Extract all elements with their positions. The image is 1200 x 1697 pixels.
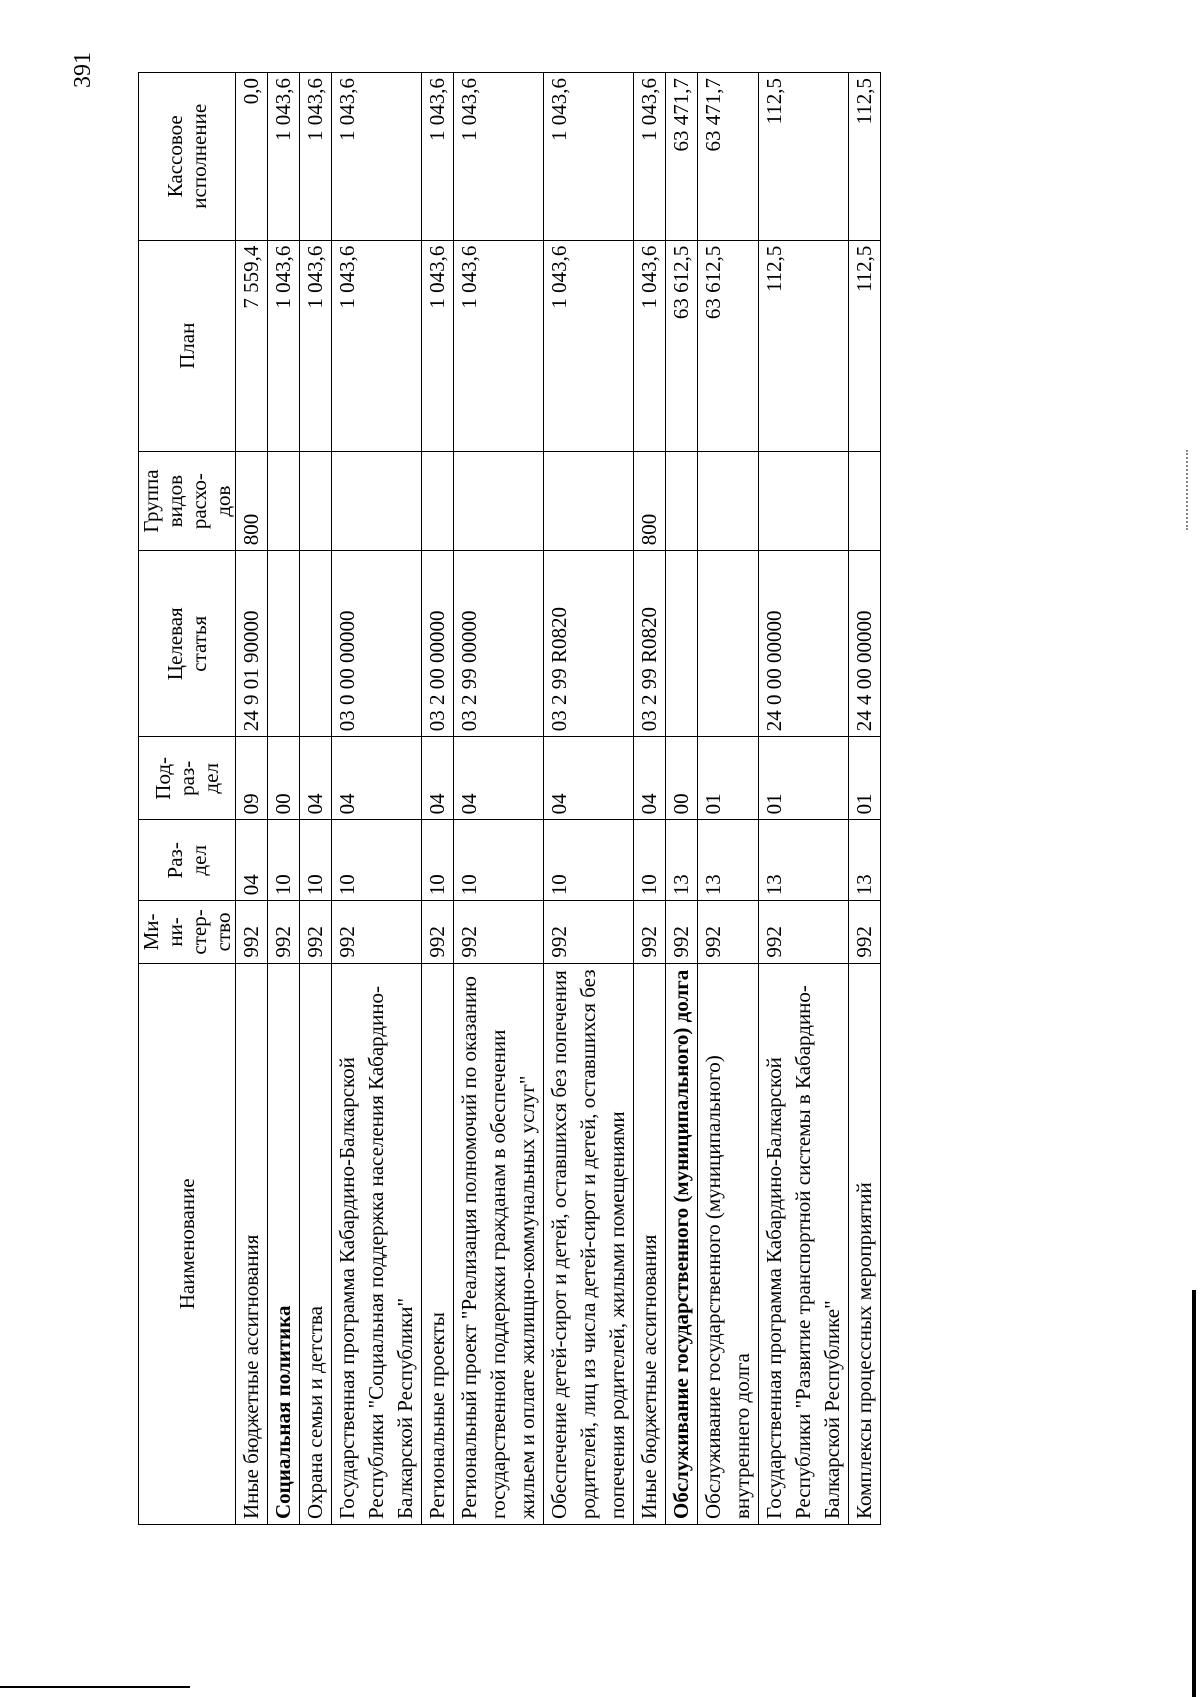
cell-subsection: 04 <box>544 737 634 820</box>
cell-group <box>300 451 332 550</box>
cell-subsection: 04 <box>332 737 422 820</box>
cell-plan: 1 043,6 <box>544 240 634 451</box>
table-row <box>849 73 881 1525</box>
cell-execution: 63 471,7 <box>698 73 759 241</box>
table-row <box>634 73 666 1525</box>
scan-edge-dots <box>1186 450 1190 530</box>
cell-group <box>332 451 422 550</box>
header-subsection: Под- раз- дел <box>139 737 236 820</box>
cell-name: Обслуживание государственного (муниципального) долга <box>666 963 698 1524</box>
cell-plan: 7 559,4 <box>236 240 268 451</box>
cell-name: Государственная программа Кабардино-Балкарской Республики "Социальная поддержка населения Кабардино-Балкарской Республики" <box>332 963 422 1524</box>
cell-target <box>666 551 698 737</box>
cell-group <box>759 451 849 550</box>
cell-group <box>454 451 544 550</box>
cell-subsection: 01 <box>759 737 849 820</box>
scan-edge-bar <box>1192 1290 1196 1697</box>
cell-subsection: 04 <box>454 737 544 820</box>
cell-execution: 0,0 <box>236 73 268 241</box>
cell-subsection: 01 <box>849 737 881 820</box>
cell-ministry: 992 <box>634 901 666 963</box>
cell-section: 04 <box>236 820 268 901</box>
page-number: 391 <box>70 52 96 88</box>
cell-target: 24 4 00 00000 <box>849 551 881 737</box>
cell-plan: 63 612,5 <box>666 240 698 451</box>
cell-section: 10 <box>544 820 634 901</box>
cell-plan: 1 043,6 <box>268 240 300 451</box>
cell-group <box>666 451 698 550</box>
cell-subsection: 04 <box>300 737 332 820</box>
cell-execution: 112,5 <box>849 73 881 241</box>
table-row <box>454 73 544 1525</box>
cell-subsection: 00 <box>268 737 300 820</box>
cell-group <box>268 451 300 550</box>
cell-ministry: 992 <box>236 901 268 963</box>
cell-name: Региональные проекты <box>422 963 454 1524</box>
cell-name: Обеспечение детей-сирот и детей, оставшихся без попечения родителей, лиц из числа детей-сирот и детей, оставшихся без попечения родителей, жилыми помещениями <box>544 963 634 1524</box>
cell-section: 13 <box>849 820 881 901</box>
cell-ministry: 992 <box>849 901 881 963</box>
table-row <box>332 73 422 1525</box>
cell-name: Обслуживание государственного (муниципального) внутреннего долга <box>698 963 759 1524</box>
header-ministry: Ми- ни- стер- ство <box>139 901 236 963</box>
cell-plan: 1 043,6 <box>300 240 332 451</box>
cell-target: 24 9 01 90000 <box>236 551 268 737</box>
cell-execution: 1 043,6 <box>332 73 422 241</box>
cell-ministry: 992 <box>454 901 544 963</box>
cell-name: Иные бюджетные ассигнования <box>634 963 666 1524</box>
header-name: Наименование <box>139 963 236 1524</box>
cell-execution: 1 043,6 <box>634 73 666 241</box>
cell-ministry: 992 <box>759 901 849 963</box>
cell-subsection: 01 <box>698 737 759 820</box>
cell-plan: 1 043,6 <box>332 240 422 451</box>
table-row <box>544 73 634 1525</box>
cell-target: 03 0 00 00000 <box>332 551 422 737</box>
cell-section: 13 <box>698 820 759 901</box>
cell-plan: 112,5 <box>759 240 849 451</box>
cell-group <box>849 451 881 550</box>
cell-section: 10 <box>268 820 300 901</box>
cell-subsection: 04 <box>422 737 454 820</box>
table-row <box>236 73 268 1525</box>
table-row <box>422 73 454 1525</box>
cell-plan: 1 043,6 <box>634 240 666 451</box>
header-execution: Кассовое исполнение <box>139 73 236 241</box>
cell-group: 800 <box>634 451 666 550</box>
table-header-row <box>139 73 236 1525</box>
cell-ministry: 992 <box>268 901 300 963</box>
cell-name: Комплексы процессных мероприятий <box>849 963 881 1524</box>
cell-ministry: 992 <box>698 901 759 963</box>
cell-target <box>300 551 332 737</box>
cell-target: 03 2 99 R0820 <box>544 551 634 737</box>
cell-ministry: 992 <box>332 901 422 963</box>
cell-section: 10 <box>422 820 454 901</box>
cell-execution: 1 043,6 <box>454 73 544 241</box>
cell-plan: 112,5 <box>849 240 881 451</box>
cell-execution: 112,5 <box>759 73 849 241</box>
cell-subsection: 04 <box>634 737 666 820</box>
cell-section: 10 <box>300 820 332 901</box>
header-target: Целевая статья <box>139 551 236 737</box>
header-plan: План <box>139 240 236 451</box>
cell-group <box>422 451 454 550</box>
cell-ministry: 992 <box>422 901 454 963</box>
cell-ministry: 992 <box>300 901 332 963</box>
cell-target <box>268 551 300 737</box>
cell-subsection: 00 <box>666 737 698 820</box>
cell-group <box>544 451 634 550</box>
cell-target: 03 2 99 R0820 <box>634 551 666 737</box>
cell-ministry: 992 <box>544 901 634 963</box>
cell-execution: 1 043,6 <box>300 73 332 241</box>
cell-section: 10 <box>634 820 666 901</box>
cell-subsection: 09 <box>236 737 268 820</box>
cell-section: 10 <box>332 820 422 901</box>
cell-execution: 1 043,6 <box>544 73 634 241</box>
cell-group <box>698 451 759 550</box>
cell-plan: 63 612,5 <box>698 240 759 451</box>
cell-name: Региональный проект "Реализация полномочий по оказанию государственной поддержки гражданам в обеспечении жильем и оплате жилищно-коммунальных услуг" <box>454 963 544 1524</box>
cell-section: 13 <box>666 820 698 901</box>
cell-name: Иные бюджетные ассигнования <box>236 963 268 1524</box>
cell-group: 800 <box>236 451 268 550</box>
cell-execution: 63 471,7 <box>666 73 698 241</box>
cell-execution: 1 043,6 <box>422 73 454 241</box>
cell-target: 03 2 99 00000 <box>454 551 544 737</box>
cell-section: 10 <box>454 820 544 901</box>
table-row <box>759 73 849 1525</box>
cell-plan: 1 043,6 <box>454 240 544 451</box>
cell-name: Социальная политика <box>268 963 300 1524</box>
table-row <box>268 73 300 1525</box>
table-row <box>698 73 759 1525</box>
cell-execution: 1 043,6 <box>268 73 300 241</box>
cell-section: 13 <box>759 820 849 901</box>
cell-plan: 1 043,6 <box>422 240 454 451</box>
cell-target: 24 0 00 00000 <box>759 551 849 737</box>
scan-edge-line <box>0 1686 190 1688</box>
budget-table <box>138 72 881 1525</box>
header-section: Раз- дел <box>139 820 236 901</box>
cell-ministry: 992 <box>666 901 698 963</box>
cell-name: Охрана семьи и детства <box>300 963 332 1524</box>
table-row <box>300 73 332 1525</box>
table-row <box>666 73 698 1525</box>
header-group: Группа видов расхо- дов <box>139 451 236 550</box>
cell-name: Государственная программа Кабардино-Балкарской Республики "Развитие транспортной системы в Кабардино-Балкарской Республике" <box>759 963 849 1524</box>
cell-target: 03 2 00 00000 <box>422 551 454 737</box>
cell-target <box>698 551 759 737</box>
